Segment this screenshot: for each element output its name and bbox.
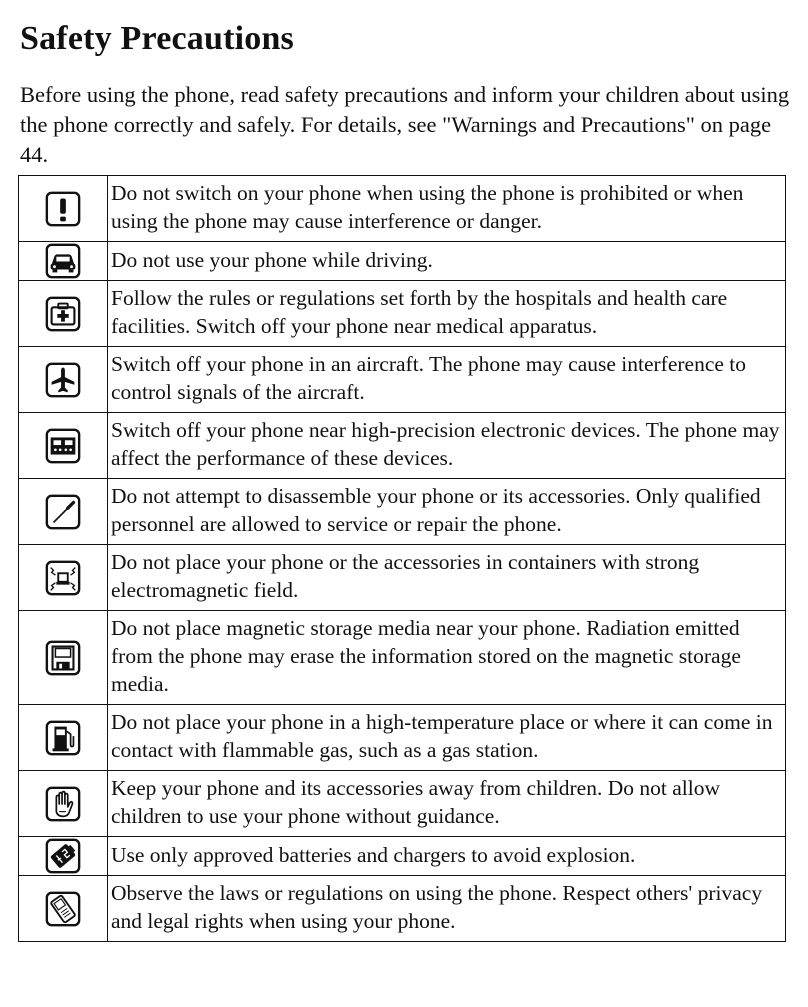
gas-pump-icon: [44, 719, 82, 757]
airplane-icon: [44, 361, 82, 399]
table-row: [19, 281, 786, 347]
table-row: [19, 545, 786, 611]
icon-cell: [19, 413, 108, 479]
table-row: [19, 611, 786, 705]
icon-cell: [19, 242, 108, 281]
precaution-text: Observe the laws or regulations on using the phone. Respect others' privacy and legal rights when using your phone.: [108, 876, 786, 942]
precaution-text: Use only approved batteries and chargers to avoid explosion.: [108, 837, 786, 876]
table-row: [19, 705, 786, 771]
precaution-text: Switch off your phone in an aircraft. The phone may cause interference to control signals of the aircraft.: [108, 347, 786, 413]
screwdriver-icon: [44, 493, 82, 531]
icon-cell: [19, 837, 108, 876]
table-row: [19, 876, 786, 942]
table-row: [19, 242, 786, 281]
icon-cell: [19, 545, 108, 611]
precautions-table: [18, 175, 786, 942]
medical-kit-icon: [44, 295, 82, 333]
icon-cell: [19, 705, 108, 771]
battery-icon: [44, 837, 82, 875]
precaution-text: Do not switch on your phone when using the phone is prohibited or when using the phone may cause interference or danger.: [108, 176, 786, 242]
table-row: [19, 837, 786, 876]
icon-cell: [19, 347, 108, 413]
phone-law-icon: [44, 890, 82, 928]
page-title: Safety Precautions: [20, 20, 294, 57]
precaution-text: Do not attempt to disassemble your phone or its accessories. Only qualified personnel are allowed to service or repair the phone.: [108, 479, 786, 545]
precaution-text: Do not place your phone or the accessories in containers with strong electromagnetic field.: [108, 545, 786, 611]
table-row: [19, 413, 786, 479]
precaution-text: Do not place your phone in a high-temperature place or where it can come in contact with flammable gas, such as a gas station.: [108, 705, 786, 771]
table-row: [19, 479, 786, 545]
precaution-text: Do not use your phone while driving.: [108, 242, 786, 281]
hand-icon: [44, 785, 82, 823]
icon-cell: [19, 479, 108, 545]
floppy-disk-icon: [44, 639, 82, 677]
icon-cell: [19, 771, 108, 837]
table-row: [19, 176, 786, 242]
table-row: [19, 347, 786, 413]
icon-cell: [19, 176, 108, 242]
intro-paragraph: Before using the phone, read safety precautions and inform your children about using the phone correctly and safely. For details, see "Warnings and Precautions" on page 44.: [20, 82, 790, 167]
icon-cell: [19, 876, 108, 942]
precaution-text: Switch off your phone near high-precision electronic devices. The phone may affect the performance of these devices.: [108, 413, 786, 479]
icon-cell: [19, 611, 108, 705]
precaution-text: Follow the rules or regulations set forth by the hospitals and health care facilities. Switch off your phone near medical apparatus.: [108, 281, 786, 347]
precaution-text: Do not place magnetic storage media near your phone. Radiation emitted from the phone may erase the information stored on the magnetic storage media.: [108, 611, 786, 705]
table-row: [19, 771, 786, 837]
magnetic-field-icon: [44, 559, 82, 597]
precaution-text: Keep your phone and its accessories away from children. Do not allow children to use your phone without guidance.: [108, 771, 786, 837]
electronic-device-icon: [44, 427, 82, 465]
icon-cell: [19, 281, 108, 347]
exclamation-icon: [44, 190, 82, 228]
car-icon: [44, 242, 82, 280]
